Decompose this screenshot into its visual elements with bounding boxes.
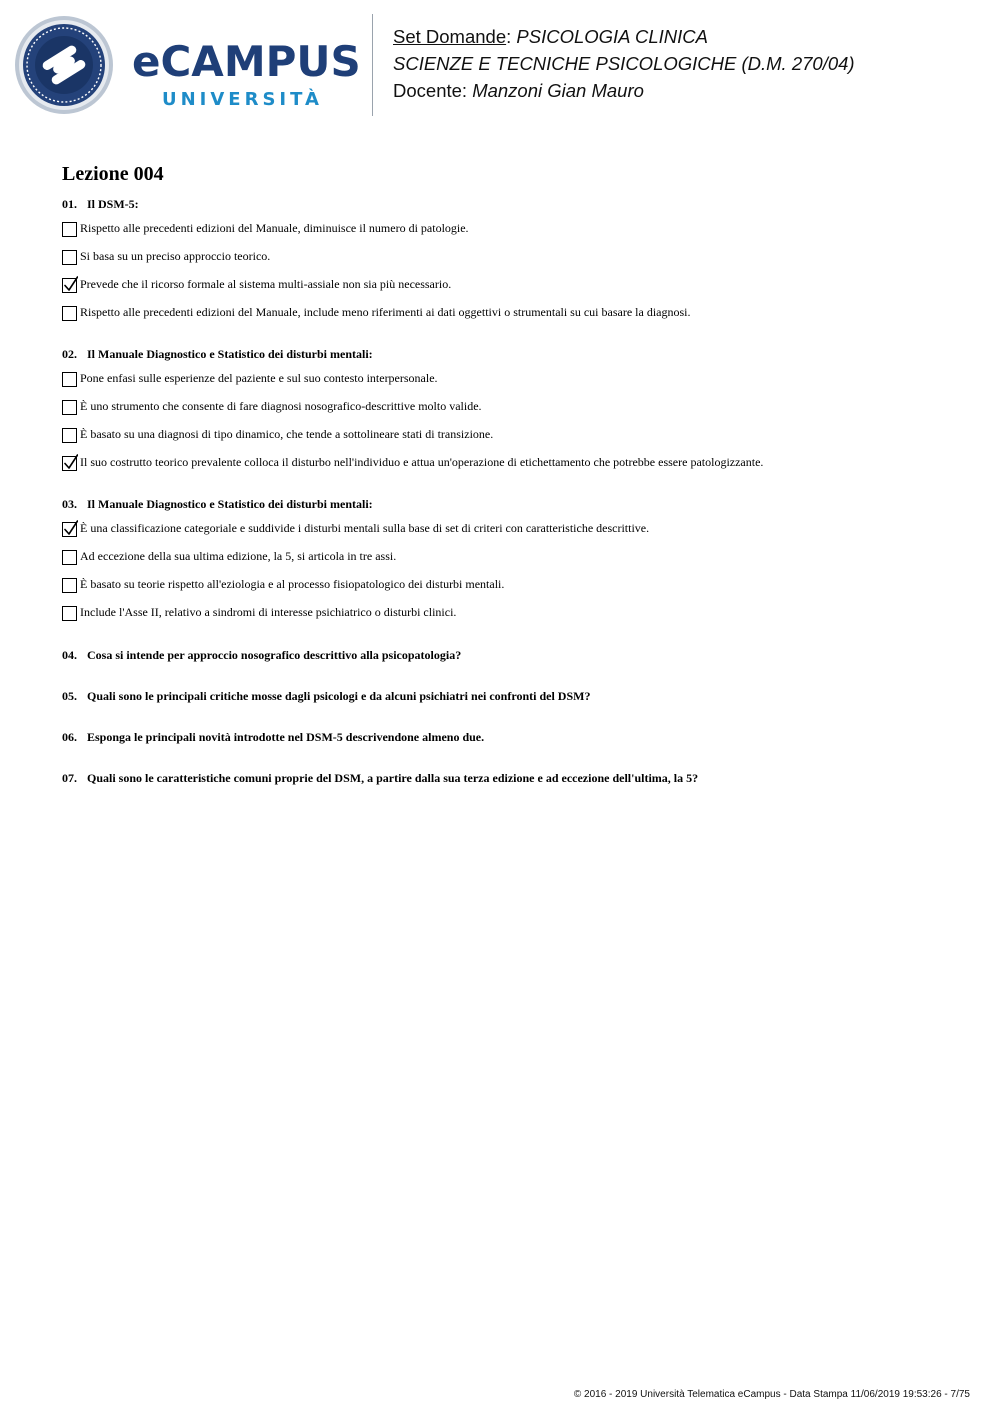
answer-option[interactable] [62,244,962,272]
question-text [62,346,962,362]
checkbox[interactable] [62,222,77,237]
answer-option[interactable] [62,366,962,394]
question-number: 02. [62,347,77,361]
brand-name: eCAMPUS [132,37,361,86]
open-question [62,688,962,720]
answer-option-label: È una classificazione categoriale e suddivide i disturbi mentali sulla base di set di criteri con caratteristiche descrittive. [80,521,650,535]
question-number: 07. [62,771,77,785]
header-info [393,23,855,104]
checkbox-checked[interactable] [62,456,77,471]
answer-option-label: Rispetto alle precedenti edizioni del Manuale, diminuisce il numero di patologie. [80,221,469,235]
set-domande-label: Set Domande [393,26,507,47]
answer-option-label: Pone enfasi sulle esperienze del paziente e sul suo contesto interpersonale. [80,371,438,385]
ecampus-logo [14,15,359,115]
answer-option[interactable] [62,422,962,450]
question-label: Quali sono le principali critiche mosse dagli psicologi e da alcuni psichiatri nei confronti del DSM? [87,689,591,703]
answer-option-label: È basato su teorie rispetto all'eziologia e al processo fisiopatologico dei disturbi mentali. [80,577,505,591]
question-label: Il DSM-5: [87,197,139,211]
checkmark-icon [63,520,78,537]
footer-copyright: © 2016 - 2019 Università Telematica eCampus - Data Stampa 11/06/2019 19:53:26 - 7/75 [573,1389,970,1400]
question-label: Cosa si intende per approccio nosografico descrittivo alla psicopatologia? [87,648,462,662]
question-spacer [62,328,962,338]
checkbox-checked[interactable] [62,278,77,293]
checkbox[interactable] [62,606,77,621]
answer-option[interactable] [62,272,962,300]
question-number: 03. [62,497,77,511]
question-spacer [62,628,962,638]
course-name: SCIENZE E TECNICHE PSICOLOGICHE (D.M. 270/04) [393,53,855,74]
answer-option[interactable] [62,450,962,478]
checkbox[interactable] [62,372,77,387]
header-divider [372,14,373,116]
checkmark-icon [63,276,78,293]
question-label: Il Manuale Diagnostico e Statistico dei disturbi mentali: [87,497,373,511]
lesson-title: Lezione 004 [62,163,164,185]
question-1 [62,196,962,338]
question-spacer [62,478,962,488]
open-question-list [62,647,962,802]
brand-subtitle: UNIVERSITÀ [162,89,323,110]
answer-option-label: Ad eccezione della sua ultima edizione, la 5, si articola in tre assi. [80,549,397,563]
answer-option[interactable] [62,216,962,244]
docente-line [393,77,855,104]
answer-option[interactable] [62,300,962,328]
question-label: Esponga le principali novità introdotte nel DSM-5 descrivendone almeno due. [87,730,485,744]
answer-option[interactable] [62,600,962,628]
answer-option[interactable] [62,394,962,422]
question-text [62,496,962,512]
checkbox[interactable] [62,400,77,415]
checkbox[interactable] [62,550,77,565]
checkbox-checked[interactable] [62,522,77,537]
question-number: 04. [62,648,77,662]
checkbox[interactable] [62,428,77,443]
answer-option-label: Si basa su un preciso approccio teorico. [80,249,271,263]
question-2 [62,346,962,488]
answer-options [62,216,962,328]
checkbox[interactable] [62,306,77,321]
question-label: Quali sono le caratteristiche comuni proprie del DSM, a partire dalla sua terza edizione e ad eccezione dell'ultima, la 5? [87,771,699,785]
answer-option-label: È uno strumento che consente di fare diagnosi nosografico-descrittive molto valide. [80,399,482,413]
answer-option[interactable] [62,544,962,572]
ecampus-seal-icon [14,15,114,115]
answer-option-label: Prevede che il ricorso formale al sistema multi-assiale non sia più necessario. [80,277,452,291]
answer-options [62,516,962,628]
set-domande-line: Set Domande: PSICOLOGIA CLINICA [393,26,708,47]
question-list [62,196,962,638]
checkmark-icon [63,454,78,471]
answer-option-label: È basato su una diagnosi di tipo dinamico, che tende a sottolineare stati di transizione. [80,427,494,441]
question-number: 06. [62,730,77,744]
checkbox[interactable] [62,578,77,593]
checkbox[interactable] [62,250,77,265]
answer-option-label: Il suo costrutto teorico prevalente colloca il disturbo nell'individuo e attua un'operazione di etichettamento che potrebbe essere patologizzante. [80,455,764,469]
open-question [62,770,962,802]
answer-option-label: Include l'Asse II, relativo a sindromi di interesse psichiatrico o disturbi clinici. [80,605,457,619]
question-number: 05. [62,689,77,703]
answer-option[interactable] [62,516,962,544]
docente-label: Docente: [393,80,468,101]
docente-value: Manzoni Gian Mauro [472,80,644,101]
question-label: Il Manuale Diagnostico e Statistico dei disturbi mentali: [87,347,373,361]
question-text [62,196,962,212]
open-question [62,729,962,761]
lesson-content [62,160,962,802]
question-3 [62,496,962,638]
answer-option[interactable] [62,572,962,600]
open-question [62,647,962,679]
question-number: 01. [62,197,77,211]
answer-option-label: Rispetto alle precedenti edizioni del Manuale, include meno riferimenti ai dati oggettivi o strumentali su cui basare la diagnosi. [80,305,691,319]
set-domande-value: PSICOLOGIA CLINICA [516,26,708,47]
answer-options [62,366,962,478]
